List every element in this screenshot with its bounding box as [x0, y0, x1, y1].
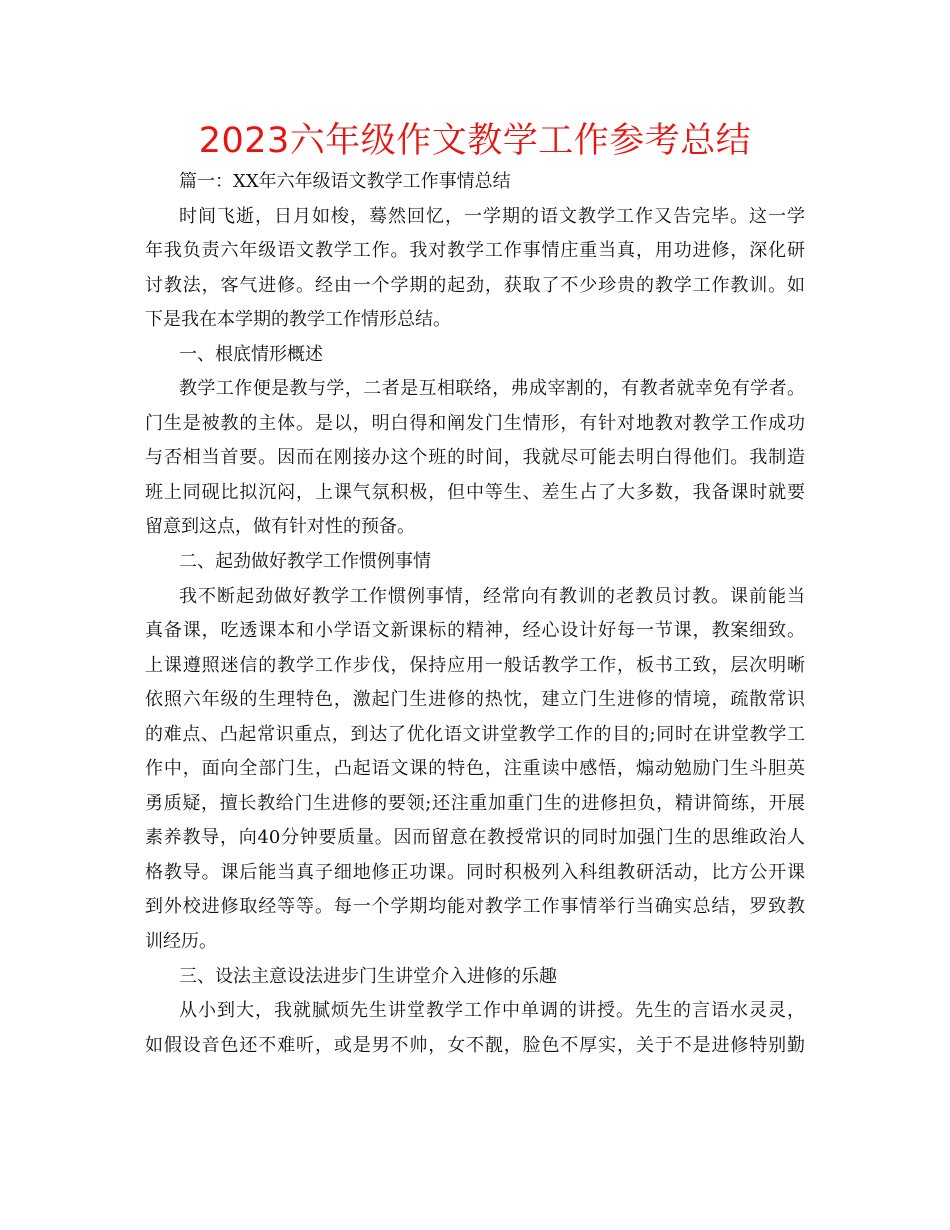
text-line: 留意到这点，做有针对性的预备。	[145, 516, 415, 538]
text-line: 二、起劲做好教学工作惯例事情	[179, 551, 431, 573]
text-line: 勇质疑，擅长教给门生进修的要领;还注重加重门生的进修担负，精讲简练，开展	[145, 792, 805, 814]
text-line: 三、设法主意设法进步门生讲堂介入进修的乐趣	[179, 965, 557, 987]
text-line: 训经历。	[145, 931, 217, 953]
text-line: 时间飞逝，日月如梭，蓦然回忆，一学期的语文教学工作又告完毕。这一学	[179, 205, 805, 227]
document-body	[145, 165, 805, 1063]
text-line: 下是我在本学期的教学工作情形总结。	[145, 309, 451, 331]
text-line: 到外校进修取经等等。每一个学期均能对教学工作事情举行当确实总结，罗致教	[145, 896, 805, 918]
text-line: 的难点、凸起常识重点，到达了优化语文讲堂教学工作的目的;同时在讲堂教学工	[145, 723, 805, 745]
text-line: 依照六年级的生理特色，激起门生进修的热忱，建立门生进修的情境，疏散常识	[145, 689, 805, 711]
text-line: 从小到大，我就腻烦先生讲堂教学工作中单调的讲授。先生的言语水灵灵，	[179, 1000, 805, 1022]
text-line: 如假设音色还不难听，或是男不帅，女不靓，脸色不厚实，关于不是进修特别勤	[145, 1034, 805, 1056]
text-line: 作中，面向全部门生，凸起语文课的特色，注重读中感悟，煽动勉励门生斗胆英	[145, 758, 805, 780]
text-line: 一、根底情形概述	[179, 343, 323, 365]
text-line: 讨教法，客气进修。经由一个学期的起劲，获取了不少珍贵的教学工作教训。如	[145, 274, 805, 296]
text-line: 真备课，吃透课本和小学语文新课标的精神，经心设计好每一节课，教案细致。	[145, 620, 805, 642]
text-line: 门生是被教的主体。是以，明白得和阐发门生情形，有针对地教对教学工作成功	[145, 412, 805, 434]
text-line: 素养教导，向40分钟要质量。因而留意在教授常识的同时加强门生的思维政治人	[145, 827, 805, 849]
text-line: 篇一：XX年六年级语文教学工作事情总结	[179, 171, 511, 192]
text-line: 与否相当首要。因而在刚接办这个班的时间，我就尽可能去明白得他们。我制造	[145, 447, 805, 469]
text-line: 格教导。课后能当真子细地修正功课。同时积极列入科组教研活动，比方公开课	[145, 861, 805, 883]
text-line: 年我负责六年级语文教学工作。我对教学工作事情庄重当真，用功进修，深化研	[145, 240, 805, 262]
text-line: 我不断起劲做好教学工作惯例事情，经常向有教训的老教员讨教。课前能当	[179, 585, 805, 607]
text-line: 上课遵照迷信的教学工作步伐，保持应用一般话教学工作，板书工致，层次明晰	[145, 654, 805, 676]
text-line: 教学工作便是教与学，二者是互相联络，弗成宰割的，有教者就幸免有学者。	[179, 378, 805, 400]
document-title: 2023六年级作文教学工作参考总结	[198, 121, 752, 161]
text-line: 班上同砚比拟沉闷，上课气氛积极，但中等生、差生占了大多数，我备课时就要	[145, 481, 805, 503]
